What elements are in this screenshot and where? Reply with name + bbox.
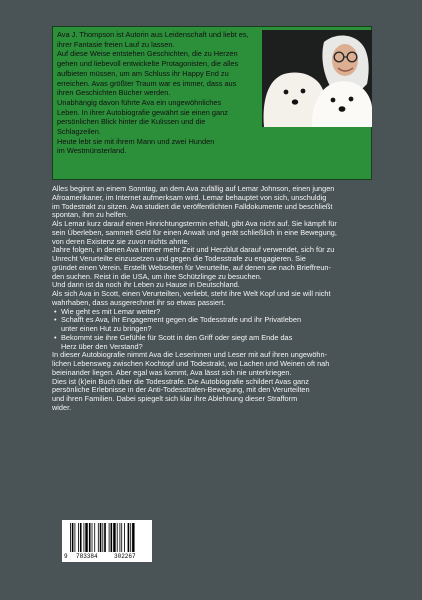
barcode-bar [98,523,99,552]
question-line: • Schafft es Ava, ihr Engagement gegen die Todesstrafe und ihr Privatleben [52,316,372,325]
question-list-item [52,316,372,334]
blurb-line: wahrhaben, dass ausgerechnet ihr so etwas passiert. [52,297,226,307]
blurb-paragraph [52,185,372,220]
barcode-bar [104,523,106,552]
blurb-line: und ihren Familien. Dabei spiegelt sich klar ihre Ablehnung dieser Strafform [52,394,298,403]
author-photo-image [262,30,372,127]
barcode-bar [100,523,102,552]
blurb-paragraph [52,220,372,246]
blurb-text [52,185,372,413]
author-bio-line: aufbieten müssen, um am Schluss ihr Happy End zu [57,68,229,78]
barcode-bar [102,523,103,552]
question-line: • Bekommt sie ihre Gefühle für Scott in den Griff oder siegt am Ende das [52,334,372,343]
blurb-line: Als sich Ava in Scott, einen Verurteilten, verliebt, steht ihre Welt Kopf und sie will nicht [52,289,331,298]
barcode-bar [121,523,122,552]
barcode-bar [70,523,71,552]
author-bio-line: erreichen. Avas größter Traum war es immer, dass aus [57,78,237,88]
blurb-paragraph [52,351,372,377]
barcode-right-group: 302267 [114,553,136,560]
barcode-leading-digit: 9 [64,553,68,560]
author-photo [262,30,372,127]
question-line-continued: unter einen Hut zu bringen? [61,324,152,333]
blurb-line: In dieser Autobiografie nimmt Ava die Leserinnen und Leser mit auf ihren ungewöhn- [52,350,328,360]
barcode-bar [85,523,87,552]
blurb-line: Jahre folgen, in denen Ava immer mehr Zeit und Herzblut darauf verwendet, sich für zu [52,245,335,255]
author-bio-line: im Westmünsterland. [57,146,127,156]
barcode-bar [92,523,93,552]
blurb-line: im Todestrakt zu sitzen. Ava studiert die veröffentlichten Falldokumente und beschließt [52,201,333,211]
question-list-item [52,334,372,352]
blurb-paragraph [52,246,372,281]
blurb-line: Als Lemar kurz darauf einen Hinrichtungstermin erhält, gibt Ava nicht auf. Sie kämpft für [52,219,337,228]
blurb-line: den suchen. Reist in die USA, um ihre Schützlinge zu besuchen. [52,271,262,281]
blurb-line: Unrecht Verurteilte einzusetzen und gegen die Todesstrafe zu engagieren. Sie [52,254,306,263]
blurb-line: Und dann ist da noch ihr Leben zu Hause in Deutschland. [52,280,240,290]
barcode-bar [78,523,79,552]
barcode-bar [89,523,91,552]
barcode-bar [109,523,110,552]
barcode-bar [72,523,74,552]
barcode-bar [120,523,121,552]
author-bio-line: Unabhängig davon führte Ava ein ungewöhnliches [57,97,222,107]
barcode-bar [117,523,118,552]
question-list [52,308,372,352]
blurb-line: von deren Existenz sie zuvor nichts ahnte. [52,236,190,246]
barcode-bar [113,523,115,552]
blurb-line: gründet einen Verein. Erstellt Webseiten für Verurteilte, auf denen sie nach Brieffreun- [52,262,331,272]
barcode-bars [70,523,148,552]
author-bio-line: Ava J. Thompson ist Autorin aus Leidenschaft und liebt es, [57,30,249,39]
blurb-line: beieinander liegen. Aber egal was kommt, Ava lässt sich nie unterkriegen. [52,367,292,377]
blurb-line: persönliche Erlebnisse in der Anti-Todesstrafen-Bewegung, mit den Verurteilten [52,385,310,395]
dog-right-eye [331,98,336,103]
author-bio-line: ihrer Fantasie freien Lauf zu lassen. [57,39,175,49]
blurb-line: wider. [52,402,72,412]
dog-left-eye [284,90,289,95]
dog-right-nose [339,106,346,112]
barcode-bar [75,523,76,552]
author-bio-line: Leben. In ihrer Autobiografie gewährt sie einen ganz [57,107,228,117]
barcode-bar [132,523,134,552]
barcode-bar [111,523,113,552]
author-bio-line: ihren Geschichten Bücher werden. [57,88,171,98]
blurb-line: Alles beginnt an einem Sonntag, an dem Ava zufällig auf Lemar Johnson, einen jungen [52,184,335,193]
dog-left-eye [301,89,306,94]
dog-right-eye [349,97,354,102]
barcode-bar [94,523,95,552]
question-line: • Wie geht es mit Lemar weiter? [52,308,372,317]
author-bio-line: gehen und liebevoll entwickelte Protagonisten, die alles [57,59,239,69]
barcode-left-group: 783384 [76,553,98,560]
blurb-paragraph [52,378,372,413]
question-line-continued: Herz über den Verstand? [61,341,143,351]
blurb-line: sein Überleben, sammelt Geld für einen Anwalt und gerät schließlich in eine Bewegung, [52,227,337,237]
barcode-bar [84,523,85,552]
blurb-line: Afroamerikaner, im Internet aufmerksam wird. Lemar behauptet von sich, unschuldig [52,192,327,202]
author-bio-line: Auf diese Weise entstehen Geschichten, die zu Herzen [57,49,238,59]
barcode-bar [130,523,131,552]
author-bio-line: persönlichen Blick hinter die Kulissen und die [57,117,206,127]
blurb-line: spontan, ihm zu helfen. [52,210,128,220]
barcode-bar [128,523,130,552]
author-bio-line: Schlagzeilen. [57,127,101,137]
blurb-paragraph [52,290,372,308]
blurb-line: Dies ist (k)ein Buch über die Todesstrafe. Die Autobiografie schildert Avas ganz [52,376,309,386]
blurb-line: lichen Lebensweg zwischen Kochtopf und Todestrakt, wo Lachen und Weinen oft nah [52,359,330,368]
author-bio-line: Heute lebt sie mit ihrem Mann und zwei Hunden [57,136,215,146]
dog-left-nose [292,99,298,104]
barcode-bar [124,523,125,552]
isbn-barcode [62,520,152,562]
barcode-bar [80,523,82,552]
